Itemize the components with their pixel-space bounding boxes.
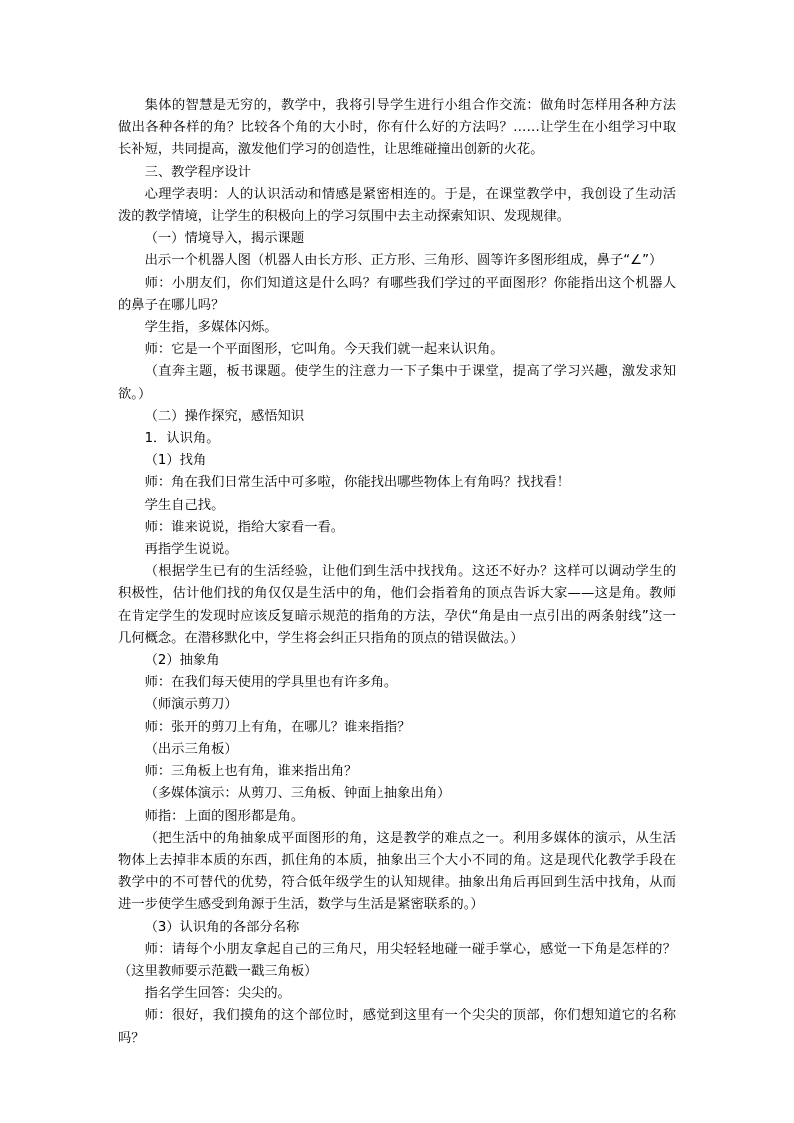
paragraph-teacher-question-robot: 师：小朋友们，你们知道这是什么吗？有哪些我们学过的平面图形？你能指出这个机器人的鼻子在哪儿吗？ xyxy=(118,275,676,313)
paragraph-multimedia-demo: （多媒体演示：从剪刀、三角板、钟面上抽象出角） xyxy=(144,786,451,802)
paragraph-psychology: 心理学表明：人的认识活动和情感是紧密相连的。于是，在课堂教学中，我创设了生动活泼的教学情境，让学生的积极向上的学习氛围中去主动探索知识、发现规律。 xyxy=(118,186,676,225)
paragraph-teacher-find: 师：角在我们日常生活中可多啦，你能找出哪些物体上有角吗？找找看！ xyxy=(144,475,571,491)
heading-operation-explore: （二）操作探究，感悟知识 xyxy=(144,408,305,424)
heading-teaching-procedure: 三、教学程序设计 xyxy=(144,164,251,180)
paragraph-robot-image: 出示一个机器人图（机器人由长方形、正方形、三角形、圆等许多图形组成，鼻子“∠”） xyxy=(144,253,663,269)
paragraph-teacher-intro-angle: 师：它是一个平面图形，它叫角。今天我们就一起来认识角。 xyxy=(144,342,504,358)
heading-find-angle: （1）找角 xyxy=(144,453,207,469)
paragraph-note-experience: （根据学生已有的生活经验，让他们到生活中找找角。这还不好办？这样可以调动学生的积极性，估计他们找的角仅仅是生活中的角，他们会指着角的顶点告诉大家——这是角。教师在肯定学生的发现时应该反复暗示规范的指角的方法，孕伏“角是由一点引出的两条射线”这一几何概念。在潜移默化中，学生将会纠正只指角的顶点的错误做法。） xyxy=(118,564,676,646)
paragraph-student-find: 学生自己找。 xyxy=(144,497,225,513)
paragraph-teacher-triangle: 师：三角板上也有角，谁来指出角？ xyxy=(144,764,358,780)
paragraph-teacher-tools: 师：在我们每天使用的学具里也有许多角。 xyxy=(144,675,398,691)
paragraph-note-abstract: （把生活中的角抽象成平面图形的角，这是教学的难点之一。利用多媒体的演示，从生活物体上去掉非本质的东西，抓住角的本质，抽象出三个大小不同的角。这是现代化教学手段在教学中的不可替代的优势，符合低年级学生的认知规律。抽象出角后再回到生活中找角，从而进一步使学生感受到角源于生活，数学与生活是紧密联系的。） xyxy=(118,830,676,913)
paragraph-note-topic: （直奔主题，板书课题。使学生的注意力一下子集中于课堂，提高了学习兴趣，激发求知欲。） xyxy=(118,364,676,402)
heading-angle-parts: （3）认识角的各部分名称 xyxy=(144,919,300,935)
paragraph-teacher-vertex: 师：很好，我们摸角的这个部位时，感觉到这里有一个尖尖的顶部，你们想知道它的名称吗？ xyxy=(118,1008,676,1046)
heading-know-angle: 1．认识角。 xyxy=(144,431,220,447)
paragraph-collective-wisdom: 集体的智慧是无穷的，教学中，我将引导学生进行小组合作交流：做角时怎样用各种方法做出各种各样的角？比较各个角的大小时，你有什么好的方法吗？……让学生在小组学习中取长补短，共同提高，激发他们学习的创造性，让思维碰撞出创新的火花。 xyxy=(118,98,676,158)
paragraph-scissors-demo: （师演示剪刀） xyxy=(144,697,238,713)
paragraph-teacher-scissors: 师：张开的剪刀上有角，在哪儿？谁来指指？ xyxy=(144,719,411,735)
paragraph-teacher-points-shapes: 师指：上面的图形都是角。 xyxy=(144,808,305,824)
paragraph-show-triangle: （出示三角板） xyxy=(144,741,238,757)
paragraph-student-answer: 指名学生回答：尖尖的。 xyxy=(144,986,291,1002)
paragraph-student-says: 再指学生说说。 xyxy=(144,542,238,558)
heading-situation-intro: （一）情境导入，揭示课题 xyxy=(144,231,305,247)
paragraph-teacher-ruler: 师：请每个小朋友拿起自己的三角尺，用尖轻轻地碰一碰手掌心，感觉一下角是怎样的？（这里教师要示范戳一戳三角板） xyxy=(118,941,676,979)
paragraph-teacher-who-says: 师：谁来说说，指给大家看一看。 xyxy=(144,519,345,535)
document-body xyxy=(118,95,676,1050)
paragraph-student-points: 学生指，多媒体闪烁。 xyxy=(144,320,278,336)
heading-abstract-angle: （2）抽象角 xyxy=(144,653,220,669)
